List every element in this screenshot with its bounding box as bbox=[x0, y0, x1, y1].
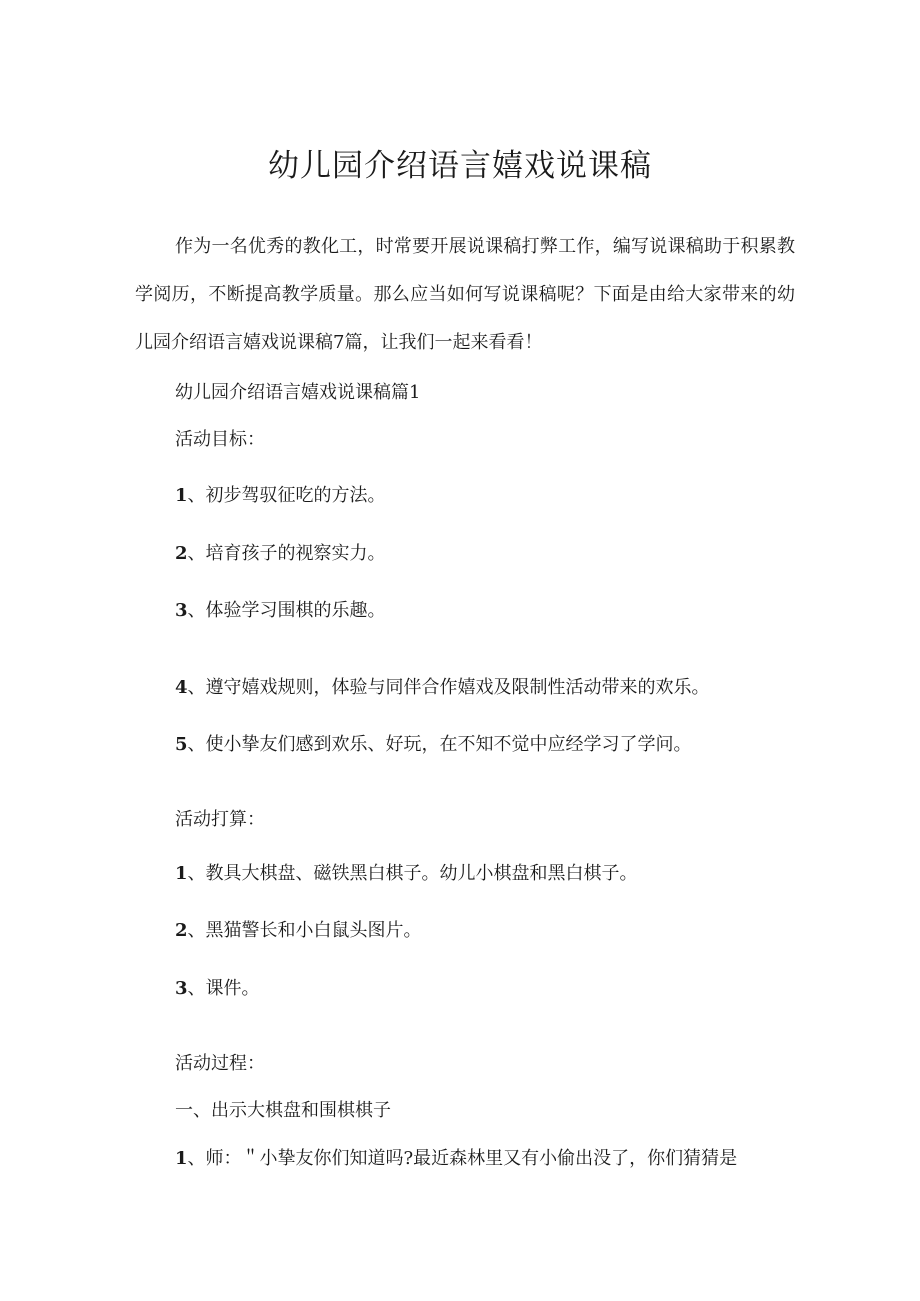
goal-item-4-text: 、遵守嬉戏规则，体验与同伴合作嬉戏及限制性活动带来的欢乐。 bbox=[187, 677, 710, 698]
prep-heading: 活动打算： bbox=[175, 809, 265, 830]
process-step-1: 一、出示大棋盘和围棋棋子 bbox=[175, 1100, 391, 1121]
process-heading: 活动过程： bbox=[175, 1053, 265, 1074]
prep-item-2 bbox=[175, 917, 422, 945]
goal-item-4 bbox=[175, 674, 710, 702]
goal-item-4-number: 4 bbox=[175, 677, 188, 698]
prep-item-3-text: 、课件。 bbox=[187, 978, 260, 999]
section-heading: 幼儿园介绍语言嬉戏说课稿篇1 bbox=[175, 382, 421, 403]
goal-item-5-number: 5 bbox=[175, 734, 188, 755]
goal-item-1-number: 1 bbox=[175, 485, 188, 506]
goal-item-1 bbox=[175, 482, 386, 510]
prep-item-1-number: 1 bbox=[175, 863, 188, 884]
goal-item-2-text: 、培育孩子的视察实力。 bbox=[187, 543, 386, 564]
goals-heading: 活动目标： bbox=[175, 429, 265, 450]
prep-item-3 bbox=[175, 975, 260, 1003]
process-item-1-number: 1 bbox=[175, 1148, 188, 1169]
prep-item-1-text: 、教具大棋盘、磁铁黑白棋子。幼儿小棋盘和黑白棋子。 bbox=[187, 863, 638, 884]
goal-item-5 bbox=[175, 731, 692, 759]
prep-item-1 bbox=[175, 860, 638, 888]
goal-item-5-text: 、使小挚友们感到欢乐、好玩，在不知不觉中应经学习了学问。 bbox=[187, 734, 692, 755]
goal-item-3-text: 、体验学习围棋的乐趣。 bbox=[187, 600, 386, 621]
prep-item-3-number: 3 bbox=[175, 978, 188, 999]
intro-paragraph: 作为一名优秀的教化工，时常要开展说课稿打弊工作，编写说课稿助于积累教学阅历，不断提高教学质量。那么应当如何写说课稿呢？下面是由给大家带来的幼儿园介绍语言嬉戏说课稿7篇，让我们一起来看看！ bbox=[135, 236, 795, 353]
goal-item-2 bbox=[175, 540, 386, 568]
goal-item-3-number: 3 bbox=[175, 600, 188, 621]
goal-item-3 bbox=[175, 597, 386, 625]
process-item-1-text: 、师：＂小挚友你们知道吗?最近森林里又有小偷出没了，你们猜猜是 bbox=[187, 1148, 738, 1169]
prep-item-2-number: 2 bbox=[175, 920, 188, 941]
prep-item-2-text: 、黑猫警长和小白鼠头图片。 bbox=[187, 920, 422, 941]
goal-item-2-number: 2 bbox=[175, 543, 188, 564]
document-title: 幼儿园介绍语言嬉戏说课稿 bbox=[268, 148, 652, 184]
goal-item-1-text: 、初步驾驭征吃的方法。 bbox=[187, 485, 386, 506]
process-item-1 bbox=[175, 1145, 737, 1173]
